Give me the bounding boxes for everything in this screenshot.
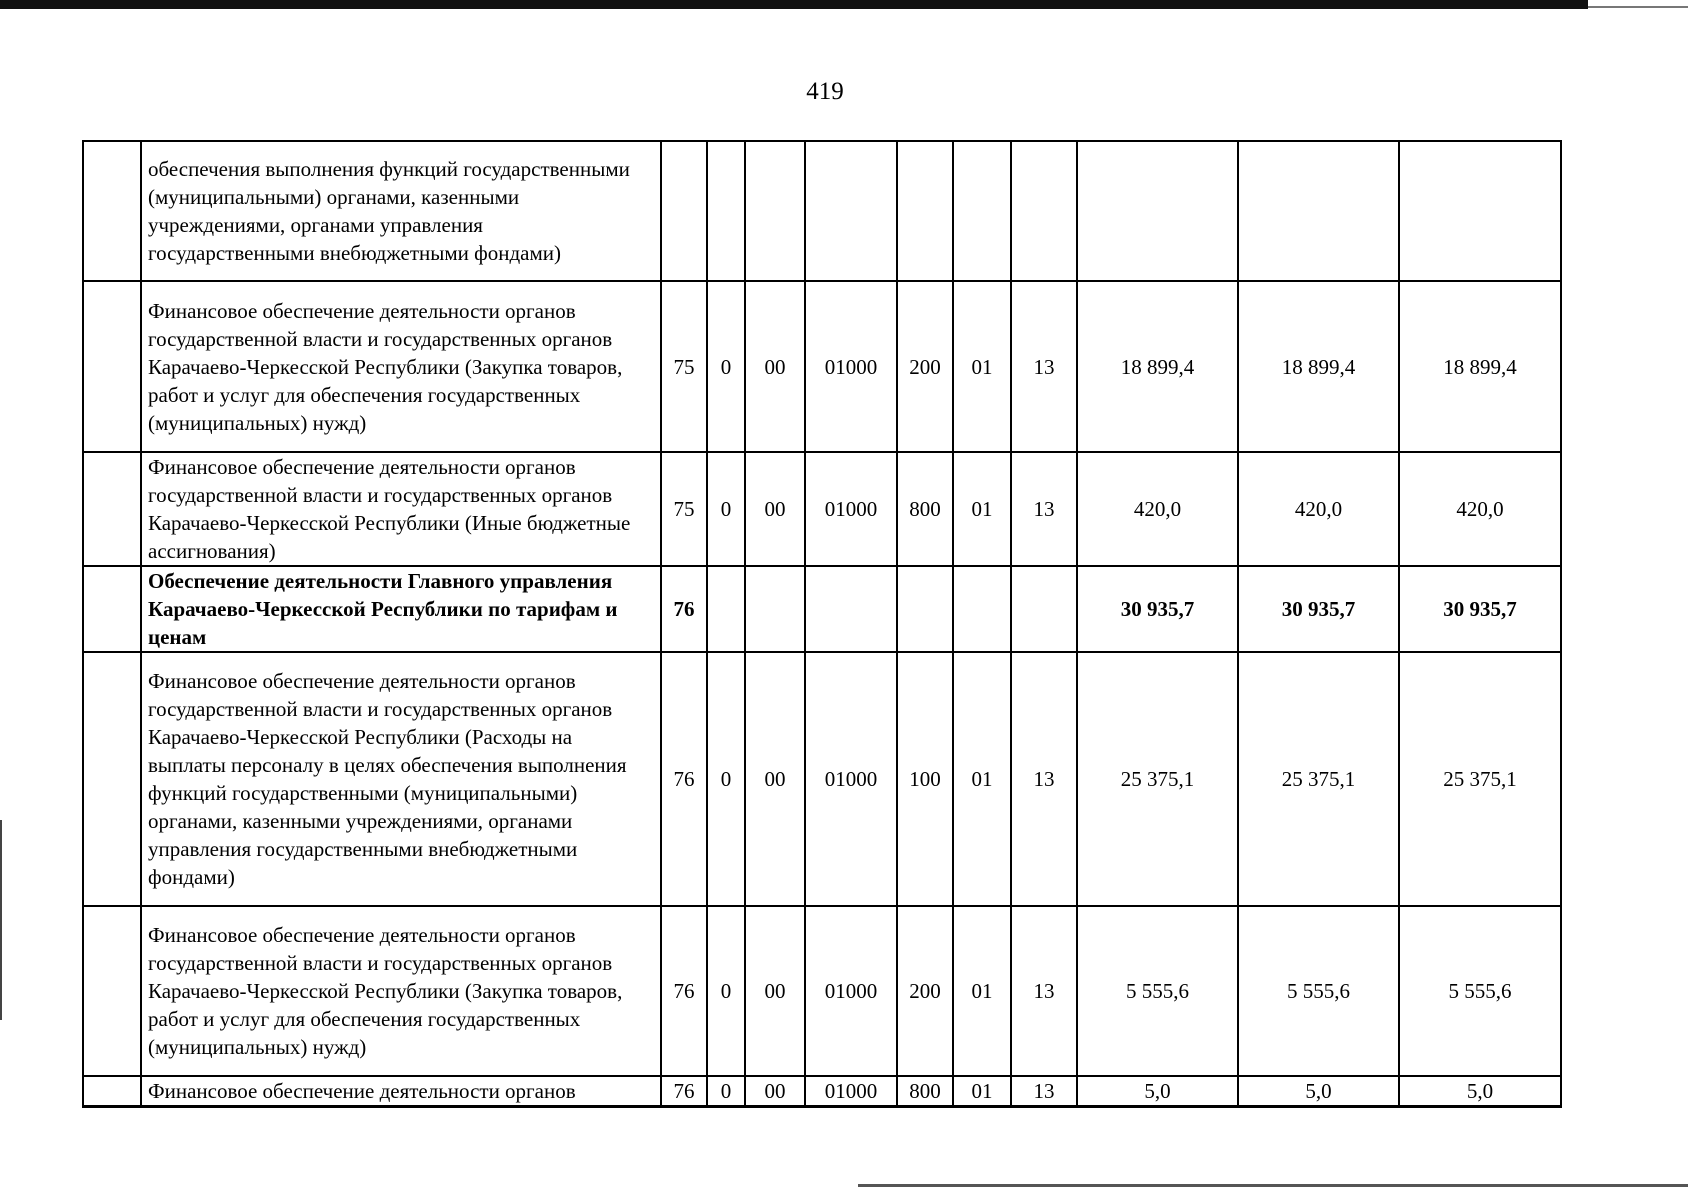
expense-name-cell: Финансовое обеспечение деятельности органов: [141, 1076, 661, 1107]
code-cell: 0: [707, 452, 745, 566]
code-cell: [707, 566, 745, 652]
code-cell: 01: [953, 1076, 1011, 1107]
amount-cell: 30 935,7: [1399, 566, 1561, 652]
code-cell: 200: [897, 281, 953, 452]
amount-cell: 25 375,1: [1077, 652, 1238, 906]
amount-cell: 5,0: [1077, 1076, 1238, 1107]
budget-table: [82, 140, 1562, 1108]
code-cell: 200: [897, 906, 953, 1076]
expense-name-cell: Финансовое обеспечение деятельности органов государственной власти и государственных органов Карачаево-Черкесской Республики (Иные бюджетные ассигнования): [141, 452, 661, 566]
code-cell: [953, 566, 1011, 652]
code-cell: 0: [707, 281, 745, 452]
code-cell: 01000: [805, 652, 897, 906]
table-row: [83, 452, 1561, 566]
code-cell: [661, 141, 707, 281]
expense-name-cell: обеспечения выполнения функций государственными (муниципальными) органами, казенными учреждениями, органами управления государственными внебюджетными фондами): [141, 141, 661, 281]
bottom-scan-line: [858, 1184, 1688, 1187]
code-cell: 00: [745, 906, 805, 1076]
amount-cell: 25 375,1: [1399, 652, 1561, 906]
row-number-cell: [83, 281, 141, 452]
code-cell: [1011, 566, 1077, 652]
expense-name-cell: Финансовое обеспечение деятельности органов государственной власти и государственных органов Карачаево-Черкесской Республики (Закупка товаров, работ и услуг для обеспечения государственных (муниципальных) нужд): [141, 281, 661, 452]
amount-cell: 5 555,6: [1077, 906, 1238, 1076]
code-cell: 76: [661, 652, 707, 906]
code-cell: 13: [1011, 281, 1077, 452]
amount-cell: [1238, 141, 1399, 281]
code-cell: [805, 566, 897, 652]
code-cell: 100: [897, 652, 953, 906]
amount-cell: 5,0: [1399, 1076, 1561, 1107]
code-cell: 01: [953, 652, 1011, 906]
code-cell: [745, 566, 805, 652]
code-cell: 00: [745, 652, 805, 906]
code-cell: 13: [1011, 1076, 1077, 1107]
code-cell: 13: [1011, 452, 1077, 566]
code-cell: 800: [897, 452, 953, 566]
code-cell: 76: [661, 566, 707, 652]
code-cell: 0: [707, 652, 745, 906]
code-cell: 00: [745, 1076, 805, 1107]
amount-cell: 25 375,1: [1238, 652, 1399, 906]
row-number-cell: [83, 906, 141, 1076]
page-number: 419: [806, 78, 844, 105]
code-cell: [1011, 141, 1077, 281]
amount-cell: 30 935,7: [1077, 566, 1238, 652]
table-row-section-header: [83, 566, 1561, 652]
amount-cell: 30 935,7: [1238, 566, 1399, 652]
amount-cell: 420,0: [1399, 452, 1561, 566]
table-row: [83, 652, 1561, 906]
amount-cell: 420,0: [1077, 452, 1238, 566]
table-row: [83, 906, 1561, 1076]
code-cell: [953, 141, 1011, 281]
code-cell: 01000: [805, 1076, 897, 1107]
code-cell: 01: [953, 281, 1011, 452]
table-row: [83, 1076, 1561, 1107]
code-cell: [897, 141, 953, 281]
row-number-cell: [83, 1076, 141, 1107]
code-cell: 01: [953, 452, 1011, 566]
amount-cell: [1399, 141, 1561, 281]
amount-cell: 5 555,6: [1238, 906, 1399, 1076]
code-cell: 800: [897, 1076, 953, 1107]
expense-name-cell: Финансовое обеспечение деятельности органов государственной власти и государственных органов Карачаево-Черкесской Республики (Расходы на выплаты персоналу в целях обеспечения выполнения функций государственными (муниципальными) органами, казенными учреждениями, органами управления государственными внебюджетными фондами): [141, 652, 661, 906]
amount-cell: 5 555,6: [1399, 906, 1561, 1076]
amount-cell: 18 899,4: [1077, 281, 1238, 452]
amount-cell: 420,0: [1238, 452, 1399, 566]
code-cell: 75: [661, 452, 707, 566]
top-border-tail: [1588, 6, 1688, 8]
row-number-cell: [83, 452, 141, 566]
amount-cell: 18 899,4: [1238, 281, 1399, 452]
code-cell: [707, 141, 745, 281]
code-cell: 13: [1011, 906, 1077, 1076]
code-cell: [897, 566, 953, 652]
code-cell: 76: [661, 906, 707, 1076]
expense-name-cell: Обеспечение деятельности Главного управления Карачаево-Черкесской Республики по тарифам и ценам: [141, 566, 661, 652]
code-cell: 0: [707, 906, 745, 1076]
code-cell: 01000: [805, 906, 897, 1076]
amount-cell: 18 899,4: [1399, 281, 1561, 452]
code-cell: 0: [707, 1076, 745, 1107]
row-number-cell: [83, 652, 141, 906]
amount-cell: 5,0: [1238, 1076, 1399, 1107]
top-border-bar: [0, 0, 1588, 9]
code-cell: 75: [661, 281, 707, 452]
code-cell: 00: [745, 281, 805, 452]
code-cell: 00: [745, 452, 805, 566]
row-number-cell: [83, 566, 141, 652]
code-cell: 76: [661, 1076, 707, 1107]
code-cell: 01: [953, 906, 1011, 1076]
row-number-cell: [83, 141, 141, 281]
table-row: [83, 281, 1561, 452]
amount-cell: [1077, 141, 1238, 281]
code-cell: 01000: [805, 281, 897, 452]
code-cell: [805, 141, 897, 281]
scan-edge-mark: [0, 820, 2, 1020]
code-cell: 01000: [805, 452, 897, 566]
expense-name-cell: Финансовое обеспечение деятельности органов государственной власти и государственных органов Карачаево-Черкесской Республики (Закупка товаров, работ и услуг для обеспечения государственных (муниципальных) нужд): [141, 906, 661, 1076]
code-cell: [745, 141, 805, 281]
table-row: [83, 141, 1561, 281]
code-cell: 13: [1011, 652, 1077, 906]
